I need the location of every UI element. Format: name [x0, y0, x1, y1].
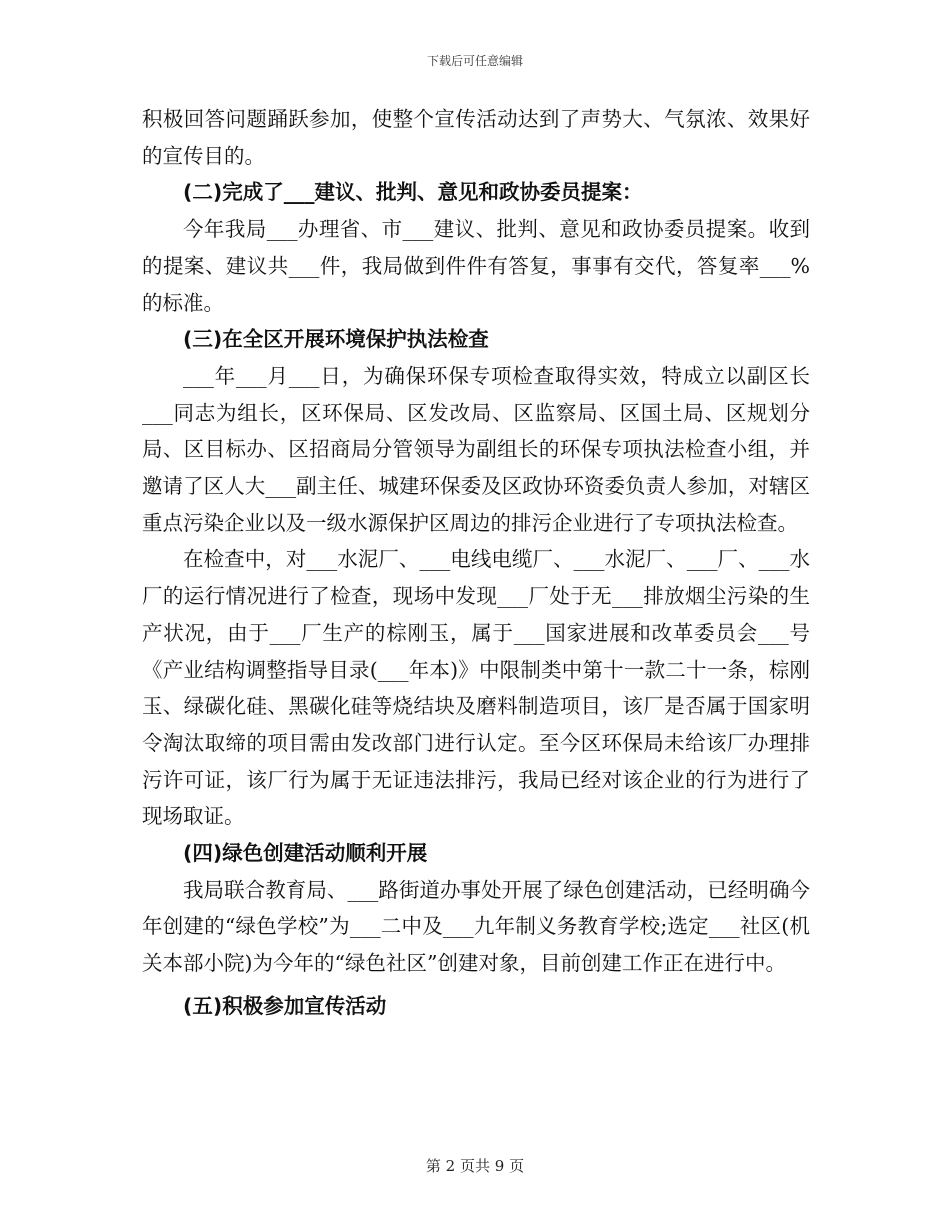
paragraph-1: 积极回答问题踊跃参加，使整个宣传活动达到了声势大、气氛浓、效果好的宣传目的。 — [142, 107, 810, 168]
paragraph-4: 在检查中，对___水泥厂、___电线电缆厂、___水泥厂、___厂、___水厂的运行情况进行了检查，现场中发现___厂处于无___排放烟尘污染的生产状况，由于___厂生产的棕刚玉，属于___国家进展和改革委员会___号《产业结构调整指导目录(___年本)》中限制类中第十一款二十一条，棕刚玉、绿碳化硅、黑碳化硅等烧结块及磨料制造项目，该厂是否属于国家明令淘汰取缔的项目需由发改部门进行认定。至今区环保局未给该厂办理排污许可证，该厂行为属于无证违法排污，我局已经对该企业的行为进行了现场取证。 — [142, 547, 810, 829]
section-heading-5: (五)积极参加宣传活动 — [183, 993, 387, 1018]
page-footer: 第 2 页共 9 页 — [425, 1157, 525, 1175]
paragraph-5: 我局联合教育局、___路街道办事处开展了绿色创建活动，已经明确今年创建的“绿色学校”为___二中及___九年制义务教育学校;选定___社区(机关本部小院)为今年的“绿色社区”创建对象，目前创建工作正在进行中。 — [142, 877, 810, 976]
section-heading-3: (三)在全区开展环境保护执法检查 — [183, 327, 489, 352]
section-heading-2: (二)完成了___建议、批判、意见和政协委员提案： — [183, 180, 643, 205]
paragraph-3: ___年___月___日，为确保环保专项检查取得实效，特成立以副区长___同志为组长，区环保局、区发改局、区监察局、区国土局、区规划分局、区目标办、区招商局分管领导为副组长的环保专项执法检查小组，并邀请了区人大___副主任、城建环保委及区政协环资委负责人参加，对辖区重点污染企业以及一级水源保护区周边的排污企业进行了专项执法检查。 — [142, 363, 810, 535]
page-header: 下载后可任意编辑 — [426, 54, 523, 68]
paragraph-2: 今年我局___办理省、市___建议、批判、意见和政协委员提案。收到的提案、建议共___件，我局做到件件有答复，事事有交代，答复率___%的标准。 — [142, 217, 810, 315]
section-heading-4: (四)绿色创建活动顺利开展 — [183, 841, 428, 866]
document-body — [142, 101, 810, 1025]
